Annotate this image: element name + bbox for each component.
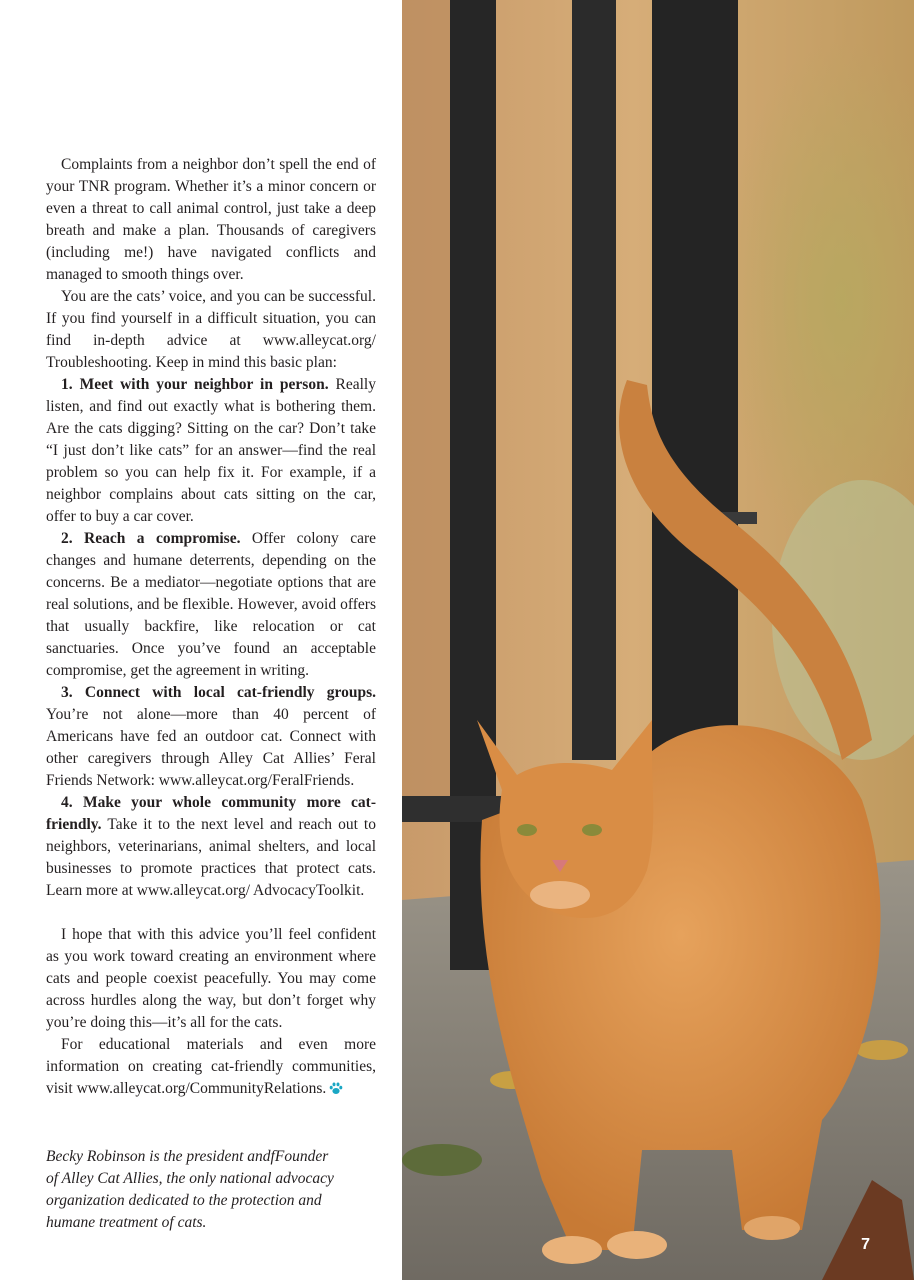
bio-line: humane treatment of cats. <box>46 1214 207 1231</box>
bio-line: organization dedicated to the protection and <box>46 1192 322 1209</box>
step-2 <box>46 528 376 682</box>
paragraph-intro: Complaints from a neighbor don’t spell the end of your TNR program. Whether it’s a minor concern or even a threat to call animal control, just take a deep breath and make a plan. Thousands of caregivers (including me!) have navigated conflicts and managed to smooth things over. <box>46 156 376 283</box>
step-4-body: Take it to the next level and reach out to neighbors, veterinarians, animal shelters, and local businesses to promote practices that protect cats. Learn more at www.alleycat.org/ AdvocacyToolkit. <box>46 816 376 899</box>
paragraph-final <box>46 1034 376 1100</box>
fence-bar <box>652 0 738 760</box>
cat-paw <box>744 1216 800 1240</box>
step-1-body: Really listen, and find out exactly what is bothering them. Are the cats digging? Sitting on the car? Don’t take “I just don’t like cats” for an answer—find the real problem so you can help fix it. For example, if a neighbor complains about cats sitting on the car, offer to buy a car cover. <box>46 376 376 525</box>
step-2-body: Offer colony care changes and humane deterrents, depending on the concerns. Be a mediator—negotiate options that are real solutions, and be flexible. However, avoid offers that usually backfire, like relocation or cat sanctuaries. Once you’ve found an acceptable compromise, get the agreement in writing. <box>46 530 377 679</box>
fence-rail <box>402 796 502 822</box>
leaf <box>856 1040 908 1060</box>
cat-paw <box>607 1231 667 1259</box>
leaf <box>402 1144 482 1176</box>
author-bio <box>46 1146 356 1234</box>
article-body <box>46 154 376 1100</box>
step-3-body: You’re not alone—more than 40 percent of Americans have fed an outdoor cat. Connect with other caregivers through Alley Cat Allies’ Feral Friends Network: www.alleycat.org/FeralFriends. <box>46 706 376 789</box>
step-4-title: 4. Make your whole community more cat-friendly. <box>46 794 376 833</box>
paw-icon <box>329 1082 343 1095</box>
paragraph-closing: I hope that with this advice you’ll feel confident as you work toward creating an environment where cats and people coexist peacefully. You may come across hurdles along the way, but don’t forget why you’re doing this—it’s all for the cats. <box>46 926 376 1031</box>
bio-line: Becky Robinson is the president andfFounder <box>46 1148 329 1165</box>
cat-paw <box>542 1236 602 1264</box>
fence-bar <box>572 0 616 760</box>
step-1-title: 1. Meet with your neighbor in person. <box>61 376 329 393</box>
cat-eye <box>582 824 602 836</box>
step-3-title: 3. Connect with local cat-friendly groups. <box>61 684 376 701</box>
cat-photo <box>402 0 914 1280</box>
photo-illustration <box>402 0 914 1280</box>
cat-muzzle <box>530 881 590 909</box>
cat-eye <box>517 824 537 836</box>
bio-line: of Alley Cat Allies, the only national advocacy <box>46 1170 334 1187</box>
paragraph-voice: You are the cats’ voice, and you can be successful. If you find yourself in a difficult situation, you can find in-depth advice at www.alleycat.org/ Troubleshooting. Keep in mind this basic plan: <box>46 288 376 371</box>
page-number: 7 <box>861 1236 870 1253</box>
step-2-title: 2. Reach a compromise. <box>61 530 241 547</box>
step-4 <box>46 792 376 902</box>
step-3 <box>46 682 376 792</box>
step-1 <box>46 374 376 528</box>
paragraph-final-text: For educational materials and even more information on creating cat-friendly communities, visit www.alleycat.org/CommunityRelations. <box>46 1036 376 1097</box>
